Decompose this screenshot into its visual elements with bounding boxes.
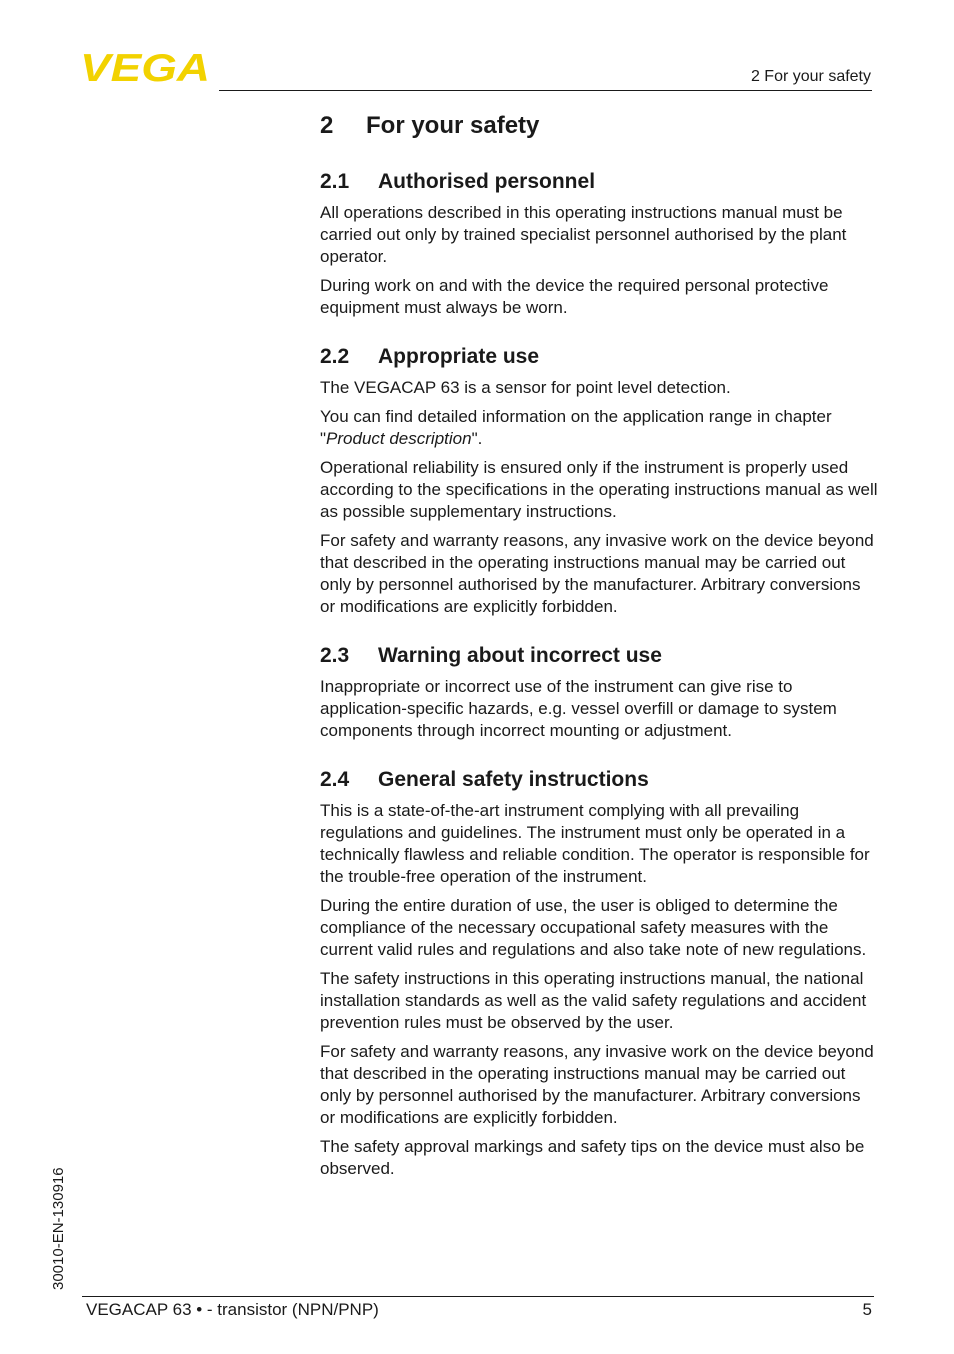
- vega-logo-text: VEGA: [80, 50, 210, 84]
- paragraph: For safety and warranty reasons, any invasive work on the device beyond that described in the operating instructions manual may be carried out only by personnel authorised by the manufacturer. Arbitrary conversions or modifications are explicitly forbidden.: [320, 1042, 874, 1127]
- section-authorised-personnel: [320, 168, 880, 319]
- section-appropriate-use: [320, 343, 880, 618]
- section-number: 2.2: [320, 345, 350, 368]
- section-number: 2.1: [320, 170, 350, 193]
- section-heading: [320, 343, 880, 371]
- footer-product: VEGACAP 63 • - transistor (NPN/PNP): [86, 1300, 379, 1319]
- paragraph-text: You can find detailed information on the application range in chapter ": [320, 407, 832, 448]
- running-header: 2 For your safety: [750, 68, 871, 85]
- chapter-title: For your safety: [366, 112, 540, 139]
- section-title: Warning about incorrect use: [378, 644, 662, 667]
- paragraph: The safety approval markings and safety tips on the device must also be observed.: [320, 1137, 865, 1178]
- section-warning-incorrect-use: [320, 642, 880, 742]
- page-number: 5: [862, 1300, 872, 1319]
- vega-logo: [80, 50, 212, 84]
- paragraph: During the entire duration of use, the user is obliged to determine the compliance of the necessary occupational safety measures with the current valid rules and regulations and also take note of new regulations.: [320, 896, 867, 959]
- paragraph: The VEGACAP 63 is a sensor for point level detection.: [320, 378, 731, 397]
- section-heading: [320, 168, 880, 196]
- paragraph: During work on and with the device the required personal protective equipment must always be worn.: [320, 276, 829, 317]
- page-content: [320, 110, 880, 1204]
- paragraph-text: ".: [471, 429, 483, 448]
- header-divider: [219, 90, 872, 91]
- document-code: 30010-EN-130916: [50, 1167, 67, 1290]
- section-title: Appropriate use: [378, 345, 540, 368]
- chapter-heading: [320, 110, 880, 142]
- section-number: 2.4: [320, 768, 350, 791]
- section-title: Authorised personnel: [378, 170, 596, 193]
- section-general-safety: [320, 766, 880, 1180]
- paragraph: The safety instructions in this operating instructions manual, the national installation standards as well as the valid safety regulations and accident prevention rules must be observed by the user.: [320, 969, 867, 1032]
- paragraph: Inappropriate or incorrect use of the instrument can give rise to application-specific hazards, e.g. vessel overfill or damage to system components through incorrect mounting or adjustment.: [320, 677, 837, 740]
- chapter-reference: Product description: [326, 429, 472, 448]
- section-heading: [320, 642, 880, 670]
- paragraph: For safety and warranty reasons, any invasive work on the device beyond that described in the operating instructions manual may be carried out only by personnel authorised by the manufacturer. Arbitrary conversions or modifications are explicitly forbidden.: [320, 531, 874, 616]
- section-title: General safety instructions: [378, 768, 649, 791]
- chapter-number: 2: [320, 112, 334, 139]
- footer-divider: [82, 1296, 874, 1297]
- paragraph: This is a state-of-the-art instrument complying with all prevailing regulations and guidelines. The instrument must only be operated in a technically flawless and reliable condition. The operator is responsible for the trouble-free operation of the instrument.: [320, 801, 870, 886]
- paragraph-with-reference: [320, 406, 880, 450]
- section-number: 2.3: [320, 644, 350, 667]
- paragraph: Operational reliability is ensured only if the instrument is properly used according to the specifications in the operating instructions manual as well as possible supplementary instructions.: [320, 458, 878, 521]
- section-heading: [320, 766, 880, 794]
- paragraph: All operations described in this operating instructions manual must be carried out only by trained specialist personnel authorised by the plant operator.: [320, 203, 847, 266]
